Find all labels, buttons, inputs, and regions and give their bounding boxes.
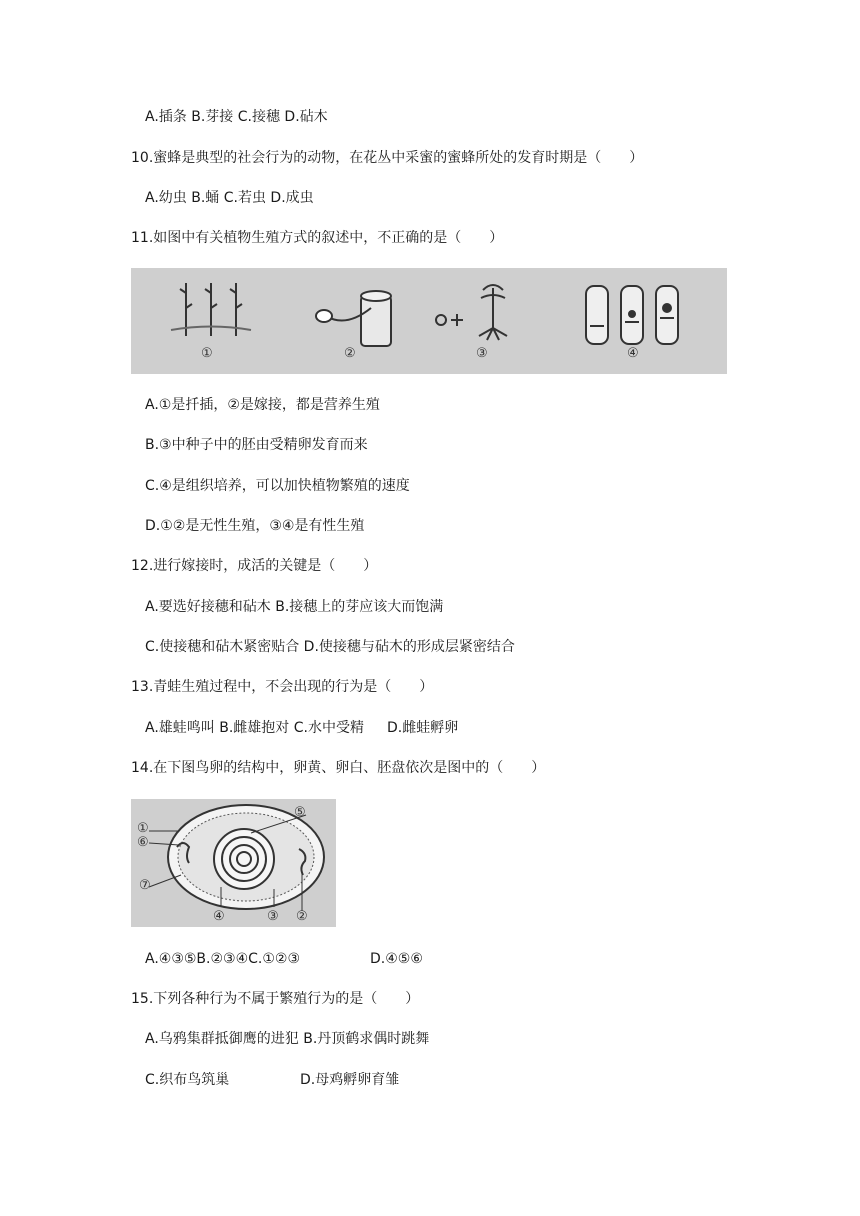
q12-options-ab: A.要选好接穗和砧木 B.接穗上的芽应该大而饱满 [145, 599, 444, 615]
egg-label-7: ⑦ [139, 878, 151, 893]
q11-option-b: B.③中种子中的胚由受精卵发育而来 [145, 437, 368, 453]
figure-label-1: ① [201, 346, 213, 361]
q13-options-abc: A.雄蛙鸣叫 B.雌雄抱对 C.水中受精 [145, 720, 364, 736]
bird-egg-figure [131, 799, 336, 927]
q14-option-d: D.④⑤⑥ [370, 951, 423, 967]
q11-stem: 11.如图中有关植物生殖方式的叙述中，不正确的是（ ） [131, 230, 504, 246]
plant-reproduction-figure [131, 268, 727, 374]
q15-stem: 15.下列各种行为不属于繁殖行为的是（ ） [131, 991, 420, 1007]
q13-option-d: D.雌蛙孵卵 [387, 720, 459, 736]
q11-option-a: A.①是扦插，②是嫁接，都是营养生殖 [145, 397, 380, 413]
egg-label-6: ⑥ [137, 835, 149, 850]
q15-option-d: D.母鸡孵卵育雏 [300, 1072, 400, 1088]
q15-option-c: C.织布鸟筑巢 [145, 1072, 230, 1088]
q11-option-d: D.①②是无性生殖，③④是有性生殖 [145, 518, 365, 534]
q11-option-c: C.④是组织培养，可以加快植物繁殖的速度 [145, 478, 410, 494]
egg-label-3: ③ [267, 909, 279, 924]
q12-options-cd: C.使接穗和砧木紧密贴合 D.使接穗与砧木的形成层紧密结合 [145, 639, 515, 655]
q12-stem: 12.进行嫁接时，成活的关键是（ ） [131, 558, 378, 574]
figure-label-4: ④ [627, 346, 639, 361]
q13-stem: 13.青蛙生殖过程中，不会出现的行为是（ ） [131, 679, 434, 695]
q15-options-ab: A.乌鸦集群抵御鹰的进犯 B.丹顶鹤求偶时跳舞 [145, 1031, 430, 1047]
egg-label-4: ④ [213, 909, 225, 924]
q10-options: A.幼虫 B.蛹 C.若虫 D.成虫 [145, 190, 314, 206]
egg-label-1: ① [137, 821, 149, 836]
q14-stem: 14.在下图鸟卵的结构中，卵黄、卵白、胚盘依次是图中的（ ） [131, 760, 546, 776]
egg-label-2: ② [296, 909, 308, 924]
egg-label-5: ⑤ [294, 805, 306, 820]
figure-label-2: ② [344, 346, 356, 361]
figure-label-3: ③ [476, 346, 488, 361]
q14-options-abc: A.④③⑤B.②③④C.①②③ [145, 951, 301, 967]
q10-stem: 10.蜜蜂是典型的社会行为的动物，在花丛中采蜜的蜜蜂所处的发育时期是（ ） [131, 150, 644, 166]
q9-options: A.插条 B.芽接 C.接穗 D.砧木 [145, 109, 328, 125]
